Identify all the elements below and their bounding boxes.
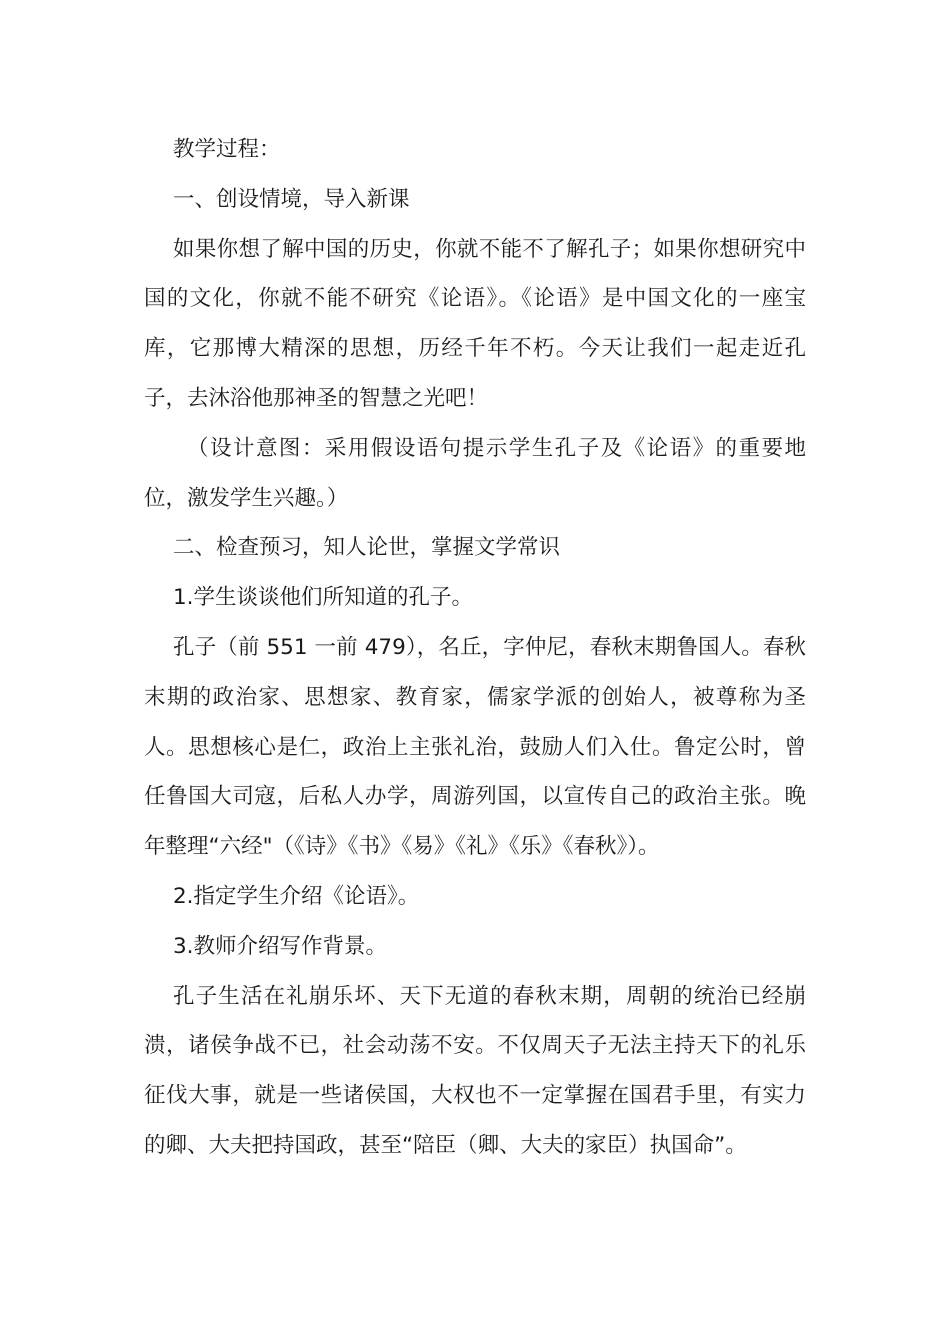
document-page	[144, 125, 806, 1171]
section-heading-preview: 二、检查预习，知人论世，掌握文学常识	[173, 535, 561, 561]
paragraph-intro: 如果你想了解中国的历史，你就不能不了解孔子；如果你想研究中国的文化，你就不能不研究《论语》。《论语》是中国文化的一座宝库，它那博大精深的思想，历经千年不朽。今天让我们一起走近孔子，去沐浴他那神圣的智慧之光吧！	[144, 236, 806, 411]
list-item-3: 3.教师介绍写作背景。	[173, 933, 388, 959]
section-heading-process: 教学过程：	[173, 137, 281, 162]
paragraph-background: 孔子生活在礼崩乐坏、天下无道的春秋末期，周朝的统治已经崩溃，诸侯争战不已，社会动荡不安。不仅周天子无法主持天下的礼乐征伐大事，就是一些诸侯国，大权也不一定掌握在国君手里，有实力的卿、大夫把持国政，甚至“陪臣（卿、大夫的家臣）执国命”。	[144, 983, 806, 1158]
list-item-2: 2.指定学生介绍《论语》。	[173, 883, 420, 909]
paragraph-design-intent: （设计意图：采用假设语句提示学生孔子及《论语》的重要地位，激发学生兴趣。）	[144, 435, 806, 511]
section-heading-intro: 一、创设情境，导入新课	[173, 186, 410, 212]
paragraph-confucius-bio: 孔子（前 551 一前 479），名丘，字仲尼，春秋末期鲁国人。春秋末期的政治家、思想家、教育家，儒家学派的创始人，被尊称为圣人。思想核心是仁，政治上主张礼治，鼓励人们入仕。鲁定公时，曾任鲁国大司寇，后私人办学，周游列国，以宣传自己的政治主张。晚年整理“六经"（《诗》《书》《易》《礼》《乐》《春秋》）。	[144, 634, 806, 860]
list-item-1: 1.学生谈谈他们所知道的孔子。	[173, 585, 474, 611]
